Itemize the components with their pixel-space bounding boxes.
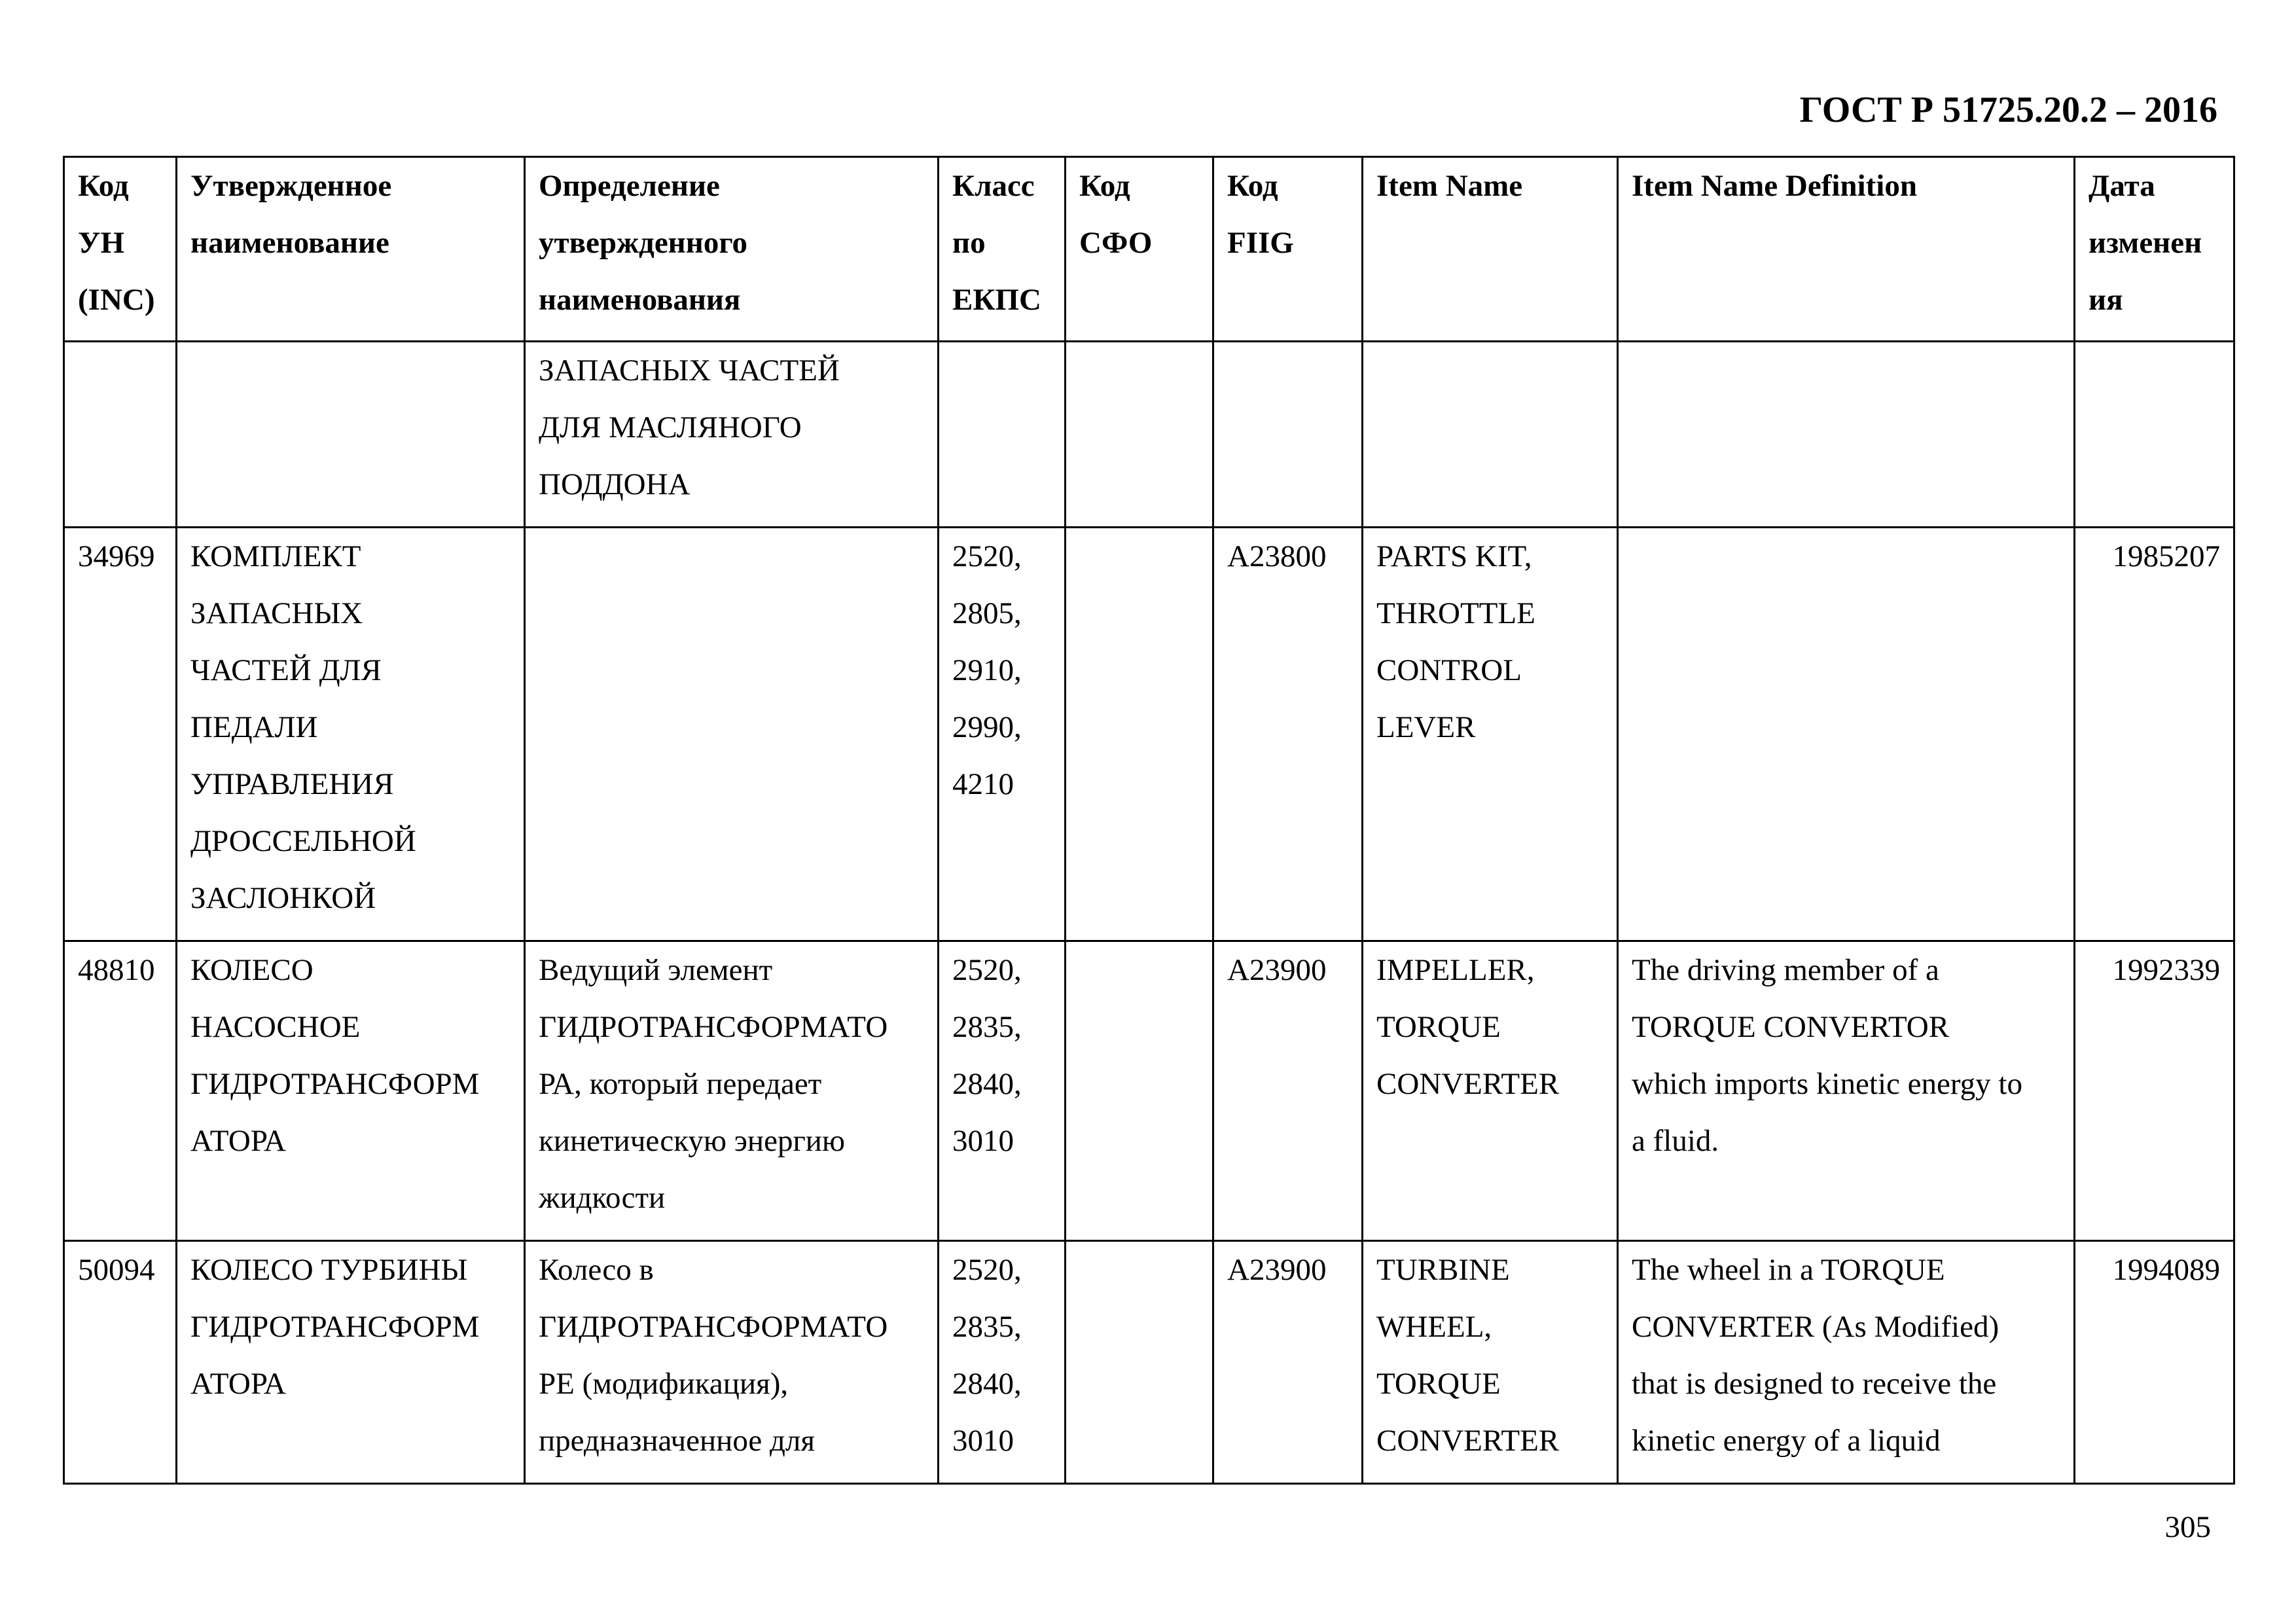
cell-fiig-code: A23900	[1213, 941, 1363, 1241]
document-standard-header: ГОСТ Р 51725.20.2 – 2016	[1799, 90, 2217, 130]
cell-item-name: PARTS KIT, THROTTLE CONTROL LEVER	[1363, 528, 1618, 941]
cell-ekps-class: 2520, 2805, 2910, 2990, 4210	[939, 528, 1066, 941]
cell-item-name	[1363, 342, 1618, 528]
cell-fiig-code: A23900	[1213, 1241, 1363, 1484]
cell-sfo-code	[1066, 528, 1213, 941]
page-number: 305	[2164, 1510, 2211, 1544]
cell-item-name: IMPELLER, TORQUE CONVERTER	[1363, 941, 1618, 1241]
cell-name-definition: Ведущий элемент ГИДРОТРАНСФОРМАТО РА, который передает кинетическую энергию жидкости	[525, 941, 939, 1241]
column-header-ekps-class: Класс по ЕКПС	[939, 157, 1066, 342]
column-header-sfo-code: Код СФО	[1066, 157, 1213, 342]
column-header-item-name-definition: Item Name Definition	[1618, 157, 2075, 342]
cell-inc	[64, 342, 177, 528]
cell-ekps-class: 2520, 2835, 2840, 3010	[939, 1241, 1066, 1484]
cell-approved-name	[177, 342, 525, 528]
column-header-change-date: Дата изменен ия	[2075, 157, 2234, 342]
cell-sfo-code	[1066, 342, 1213, 528]
cell-approved-name: КОЛЕСО ТУРБИНЫ ГИДРОТРАНСФОРМ АТОРА	[177, 1241, 525, 1484]
cell-item-name-definition: The wheel in a TORQUE CONVERTER (As Modified) that is designed to receive the kinetic energy of a liquid	[1618, 1241, 2075, 1484]
cell-change-date: 1994089	[2075, 1241, 2234, 1484]
column-header-approved-name: Утвержденное наименование	[177, 157, 525, 342]
cell-approved-name: КОЛЕСО НАСОСНОЕ ГИДРОТРАНСФОРМ АТОРА	[177, 941, 525, 1241]
cell-inc: 48810	[64, 941, 177, 1241]
table-row	[64, 342, 2234, 528]
cell-item-name: TURBINE WHEEL, TORQUE CONVERTER	[1363, 1241, 1618, 1484]
column-header-item-name: Item Name	[1363, 157, 1618, 342]
column-header-fiig-code: Код FIIG	[1213, 157, 1363, 342]
catalog-table	[63, 156, 2235, 1485]
table-header-row	[64, 157, 2234, 342]
cell-approved-name: КОМПЛЕКТ ЗАПАСНЫХ ЧАСТЕЙ ДЛЯ ПЕДАЛИ УПРАВЛЕНИЯ ДРОССЕЛЬНОЙ ЗАСЛОНКОЙ	[177, 528, 525, 941]
cell-inc: 50094	[64, 1241, 177, 1484]
table-row	[64, 941, 2234, 1241]
cell-change-date: 1985207	[2075, 528, 2234, 941]
cell-item-name-definition	[1618, 528, 2075, 941]
column-header-inc: Код УН (INC)	[64, 157, 177, 342]
table-row	[64, 1241, 2234, 1484]
cell-ekps-class	[939, 342, 1066, 528]
cell-name-definition: Колесо в ГИДРОТРАНСФОРМАТО РЕ (модификация), предназначенное для	[525, 1241, 939, 1484]
cell-name-definition: ЗАПАСНЫХ ЧАСТЕЙ ДЛЯ МАСЛЯНОГО ПОДДОНА	[525, 342, 939, 528]
cell-item-name-definition	[1618, 342, 2075, 528]
cell-fiig-code: A23800	[1213, 528, 1363, 941]
cell-change-date: 1992339	[2075, 941, 2234, 1241]
cell-fiig-code	[1213, 342, 1363, 528]
cell-inc: 34969	[64, 528, 177, 941]
cell-item-name-definition: The driving member of a TORQUE CONVERTOR which imports kinetic energy to a fluid.	[1618, 941, 2075, 1241]
column-header-name-definition: Определение утвержденного наименования	[525, 157, 939, 342]
cell-name-definition	[525, 528, 939, 941]
cell-sfo-code	[1066, 1241, 1213, 1484]
cell-change-date	[2075, 342, 2234, 528]
table-row	[64, 528, 2234, 941]
cell-sfo-code	[1066, 941, 1213, 1241]
cell-ekps-class: 2520, 2835, 2840, 3010	[939, 941, 1066, 1241]
